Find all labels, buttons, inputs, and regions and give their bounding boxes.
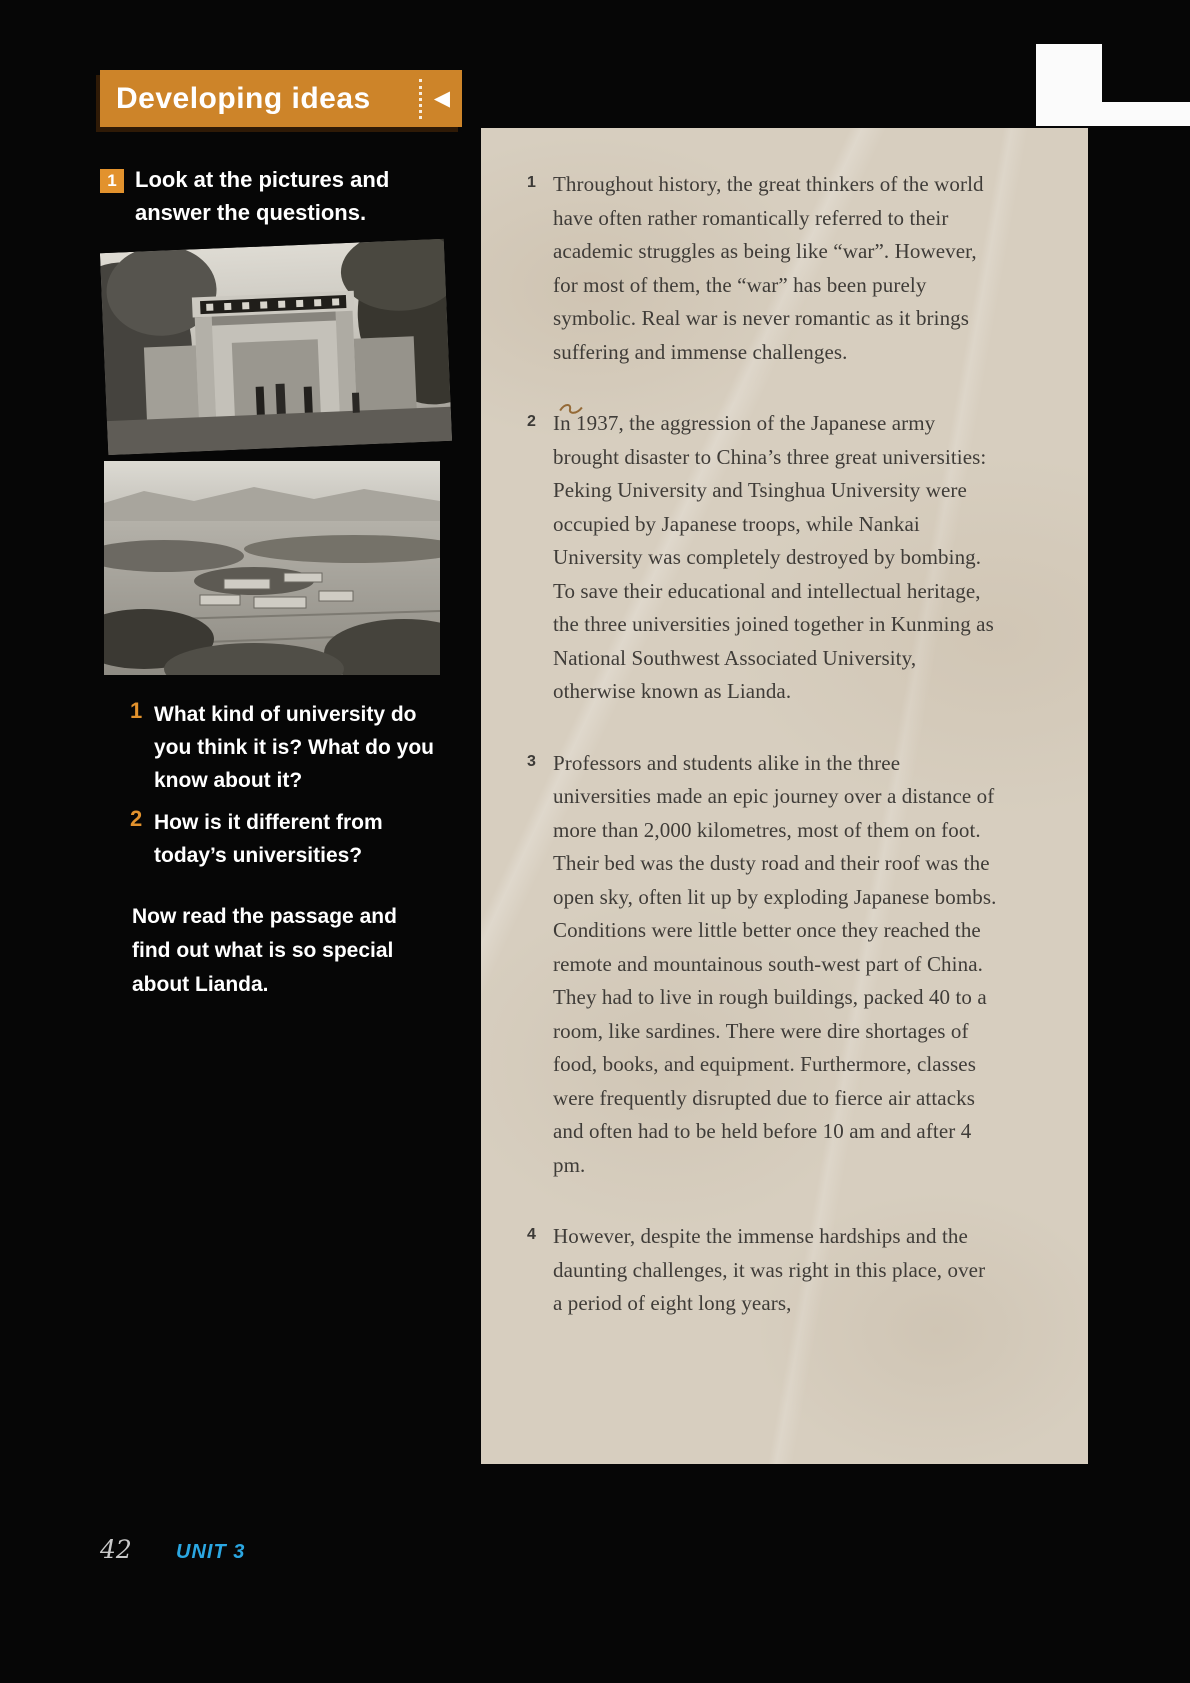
university-gate-photo <box>100 239 452 455</box>
paragraph-text: In 1937, the aggression of the Japanese army brought disaster to China’s three great universities: Peking University and Tsinghua University were occupied by Japanese troops, while Nankai University was completely destroyed by bombing. To save their educational and intellectual heritage, the three universities joined together in Kunming as National Southwest Associated University, otherwise known as Lianda. <box>553 411 994 703</box>
question-text: What kind of university do you think it is? What do you know about it? <box>154 703 434 792</box>
passage-paragraph <box>527 1220 1022 1321</box>
paragraph-text: Throughout history, the great thinkers of the world have often rather romantically referred to their academic struggles as being like “war”. However, for most of them, the “war” has been purely symbolic. Real war is never romantic as it brings suffering and immense challenges. <box>553 172 984 364</box>
reading-passage <box>481 128 1088 1464</box>
activity-header <box>100 163 456 229</box>
paragraph-text: Professors and students alike in the three universities made an epic journey over a distance of more than 2,000 kilometres, most of them on foot. Their bed was the dusty road and their roof was the open sky, often lit up by exploding Japanese bombs. Conditions were little better once they reached the remote and mountainous south-west part of China. They had to live in rough buildings, packed 40 to a room, like sardines. There were dire shortages of food, books, and equipment. Furthermore, classes were frequently disrupted due to fierce air attacks and often had to be held before 10 am and after 4 pm. <box>553 750 997 1177</box>
question-number: 2 <box>130 806 143 831</box>
section-banner <box>100 70 462 127</box>
banner-divider <box>419 79 422 119</box>
question-item <box>130 698 450 797</box>
activity-instruction: Look at the pictures and answer the questions. <box>135 167 390 225</box>
passage-paragraph <box>527 407 1022 709</box>
question-list <box>130 698 450 881</box>
question-number: 1 <box>130 698 143 723</box>
question-item <box>130 806 450 872</box>
unit-label: UNIT 3 <box>176 1541 246 1563</box>
follow-up-instruction: Now read the passage and find out what is so special about Lianda. <box>132 905 397 996</box>
passage-paragraph <box>527 747 1022 1183</box>
activity-number-badge: 1 <box>100 169 124 193</box>
page-number: 42 <box>100 1535 132 1564</box>
paragraph-text: However, despite the immense hardships and the daunting challenges, it was right in this place, over a period of eight long years, <box>553 1224 986 1315</box>
left-triangle-icon: ◀ <box>433 87 450 110</box>
unit-corner-graphic-base <box>1036 102 1190 126</box>
paragraph-number: 2 <box>527 413 536 430</box>
paragraph-number: 3 <box>527 752 536 770</box>
ink-smudge <box>557 398 585 419</box>
paragraph-number: 4 <box>527 1226 536 1243</box>
campus-aerial-photo <box>104 461 440 675</box>
section-title: Developing ideas <box>116 81 371 115</box>
passage-paragraph <box>527 168 1022 369</box>
paragraph-number: 1 <box>527 174 536 191</box>
question-text: How is it different from today’s universities? <box>154 811 383 867</box>
